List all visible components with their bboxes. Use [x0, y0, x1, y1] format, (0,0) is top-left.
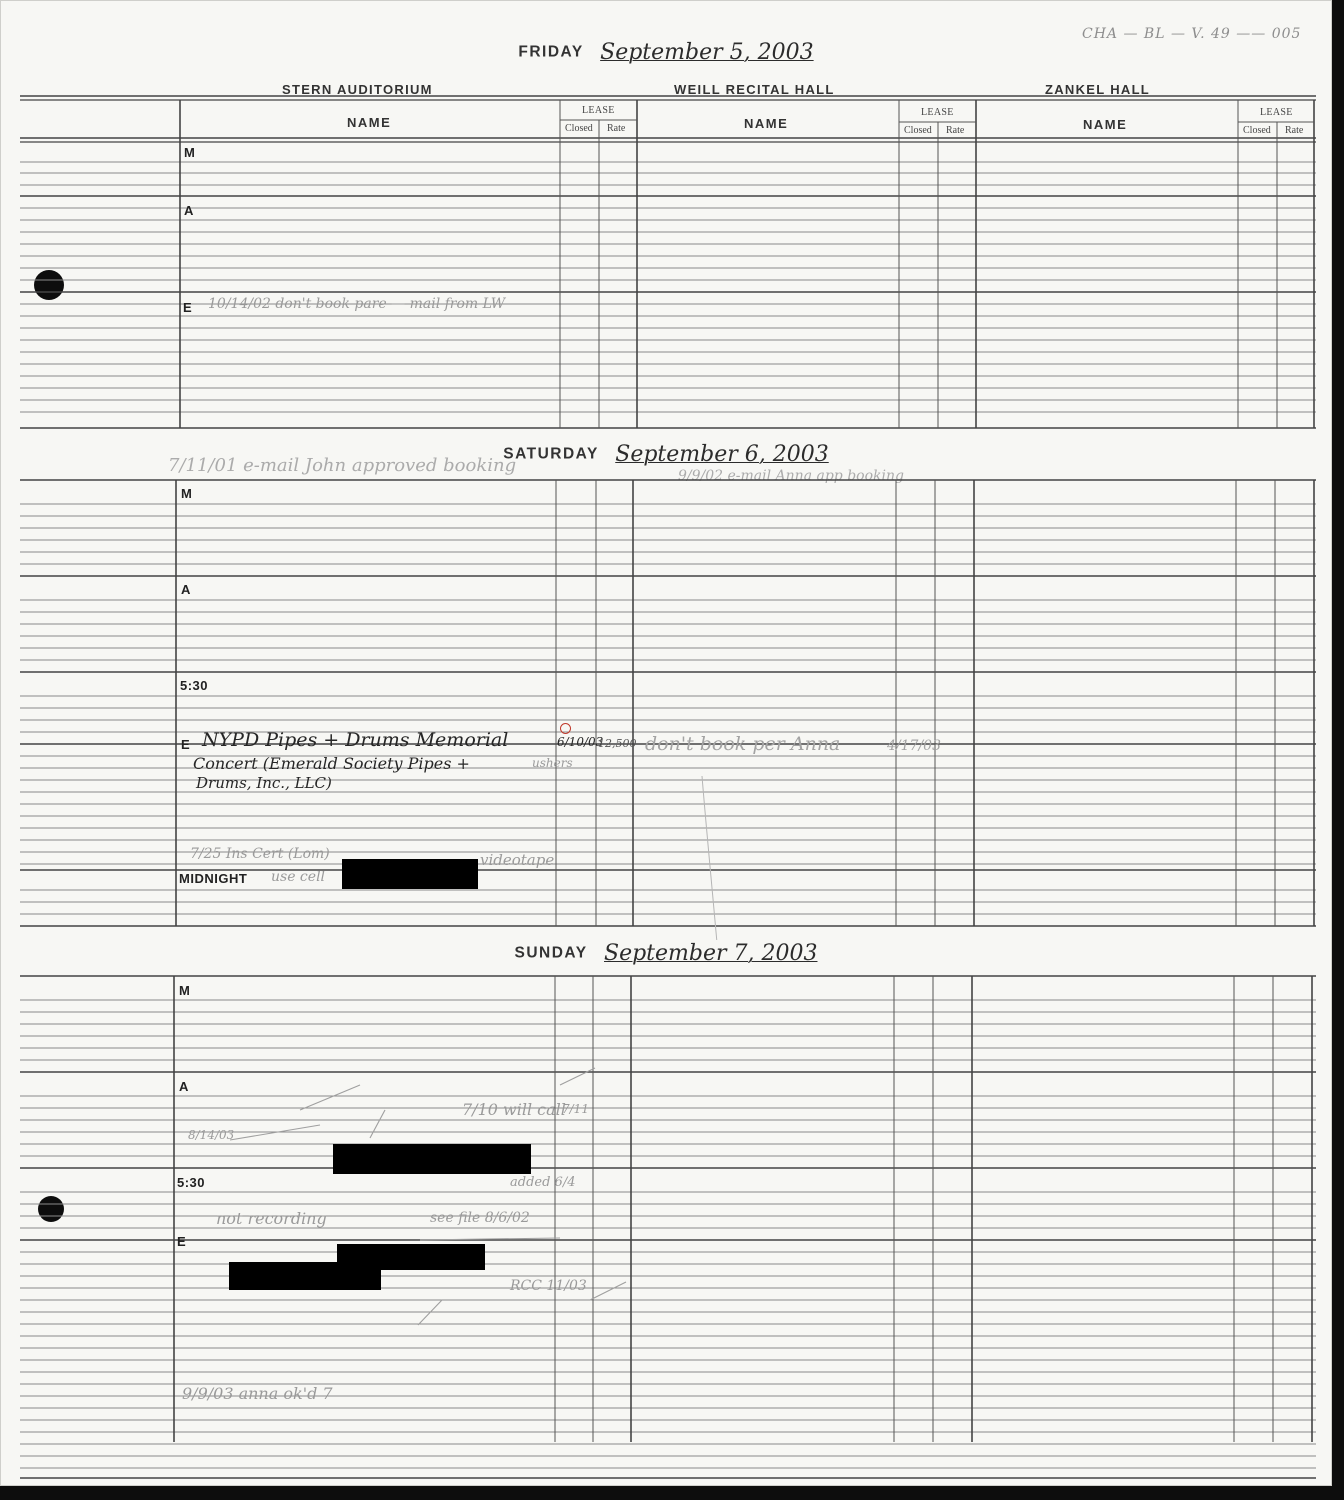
- lease-header-weill: LEASE: [921, 107, 954, 118]
- sunday-evening-note: RCC 11/03: [510, 1278, 587, 1294]
- redaction-block: [333, 1144, 531, 1174]
- day-date: September 5, 2003: [600, 40, 814, 65]
- col-name-weill: NAME: [744, 116, 789, 131]
- hall-label-stern: STERN AUDITORIUM: [282, 82, 433, 97]
- closed-header-stern: Closed: [565, 123, 593, 134]
- rate-header-zankel: Rate: [1285, 125, 1304, 136]
- sunday-not-recording-note: not recording: [216, 1209, 327, 1228]
- row-label-evening: E: [181, 737, 191, 752]
- lease-header-stern: LEASE: [582, 105, 615, 116]
- row-label-five-thirty: 5:30: [180, 678, 209, 693]
- event-title-line1: NYPD Pipes + Drums Memorial: [202, 729, 509, 751]
- row-label-afternoon: A: [179, 1079, 189, 1094]
- sunday-afternoon-date: 8/14/03: [188, 1128, 235, 1142]
- hall-label-weill: WEILL RECITAL HALL: [674, 82, 835, 97]
- friday-evening-note: 10/14/02 don't book pare — mail from LW: [208, 296, 506, 312]
- row-label-morning: M: [184, 145, 196, 160]
- closed-header-zankel: Closed: [1243, 125, 1271, 136]
- event-rate: 12,500: [598, 737, 637, 750]
- sunday-added-note: added 6/4: [510, 1175, 576, 1190]
- weill-evening-note: don't book per Anna: [645, 733, 841, 755]
- col-name-stern: NAME: [347, 115, 392, 130]
- event-closed-date: 6/10/03: [557, 735, 604, 749]
- hall-label-zankel: ZANKEL HALL: [1045, 82, 1151, 97]
- sunday-will-call-note: 7/10 will call: [462, 1100, 566, 1119]
- row-label-morning: M: [179, 983, 191, 998]
- row-label-five-thirty: 5:30: [177, 1175, 206, 1190]
- sunday-will-call-date: 7/11: [562, 1102, 589, 1116]
- row-label-morning: M: [181, 486, 193, 501]
- event-title-line2: Concert (Emerald Society Pipes +: [193, 754, 470, 773]
- midnight-note-cell: use cell: [271, 869, 326, 885]
- rate-header-weill: Rate: [946, 125, 965, 136]
- col-name-zankel: NAME: [1083, 117, 1128, 132]
- redaction-block: [229, 1262, 381, 1290]
- row-label-afternoon: A: [184, 203, 194, 218]
- row-label-afternoon: A: [181, 582, 191, 597]
- event-rate-note: ushers: [532, 756, 573, 770]
- midnight-note: 7/25 Ins Cert (Lom): [190, 846, 330, 862]
- lease-header-zankel: LEASE: [1260, 107, 1293, 118]
- document-reference: CHA — BL — V. 49 —— 005: [1082, 26, 1302, 42]
- day-name: SATURDAY: [503, 445, 599, 463]
- closed-header-weill: Closed: [904, 125, 932, 136]
- row-label-evening: E: [177, 1234, 187, 1249]
- sunday-bottom-note: 9/9/03 anna ok'd 7: [182, 1384, 333, 1403]
- event-title-line3: Drums, Inc., LLC): [196, 774, 332, 792]
- day-date: September 6, 2003: [615, 442, 829, 467]
- row-label-evening: E: [183, 300, 193, 315]
- saturday-top-left-note: 7/11/01 e-mail John approved booking: [168, 455, 517, 476]
- saturday-top-right-note: 9/9/02 e-mail Anna app booking: [678, 468, 904, 484]
- sunday-see-file-note: see file 8/6/02: [430, 1210, 530, 1226]
- rate-header-stern: Rate: [607, 123, 626, 134]
- day-name: SUNDAY: [514, 944, 588, 962]
- row-label-midnight: MIDNIGHT: [179, 871, 248, 886]
- day-name: FRIDAY: [518, 43, 584, 61]
- weill-evening-date: 4/17/03: [887, 738, 941, 754]
- midnight-note-videotape: videotape: [480, 851, 555, 869]
- day-date: September 7, 2003: [604, 941, 818, 966]
